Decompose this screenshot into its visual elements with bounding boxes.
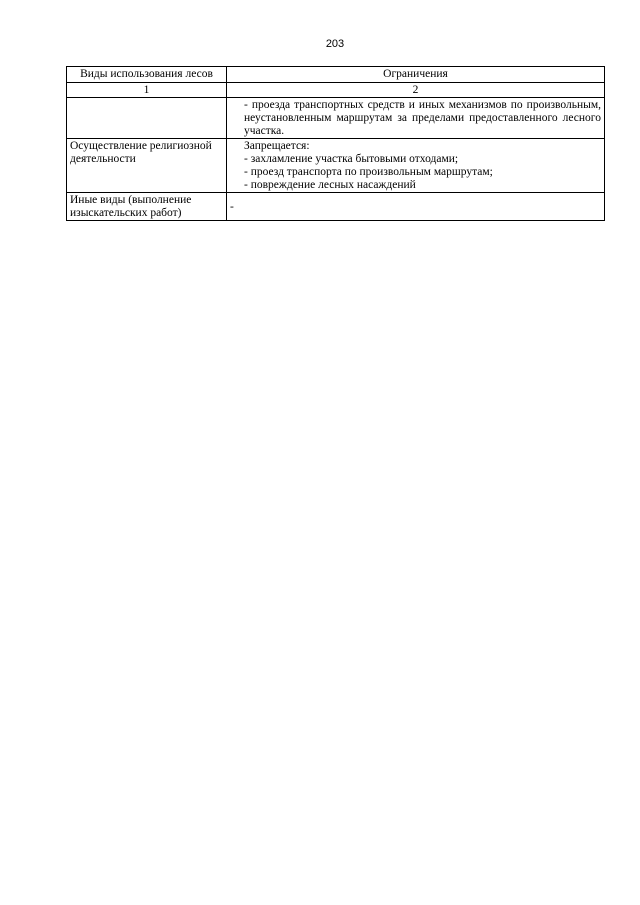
- forest-use-restrictions-table: [66, 66, 605, 221]
- table-row: [67, 193, 605, 221]
- table-row: [67, 139, 605, 193]
- restriction-cell: [227, 139, 605, 193]
- table-header-row: [67, 67, 605, 83]
- header-restrictions: Ограничения: [227, 67, 605, 83]
- column-number-2: 2: [227, 83, 605, 98]
- restriction-text: - проезда транспортных средств и иных механизмов по произвольным, неустановленным маршрутам за пределами предоставленного лесного участка.: [244, 99, 601, 137]
- table-row: [67, 98, 605, 139]
- column-number-row: [67, 83, 605, 98]
- restriction-item: - проезд транспорта по произвольным маршрутам;: [244, 166, 493, 178]
- restriction-item: - повреждение лесных насаждений: [244, 179, 416, 191]
- use-type-cell: [67, 98, 227, 139]
- restriction-item: - захламление участка бытовыми отходами;: [244, 153, 459, 165]
- column-number-1: 1: [67, 83, 227, 98]
- restriction-intro: Запрещается:: [244, 140, 310, 152]
- use-type-cell: Осуществление религиозной деятельности: [67, 139, 227, 193]
- page-number: 203: [325, 38, 345, 50]
- restriction-cell: [227, 98, 605, 139]
- restriction-cell: [227, 193, 605, 221]
- restriction-text: -: [230, 200, 234, 213]
- use-type-cell: Иные виды (выполнение изыскательских работ): [67, 193, 227, 221]
- header-forest-use-types: Виды использования лесов: [67, 67, 227, 83]
